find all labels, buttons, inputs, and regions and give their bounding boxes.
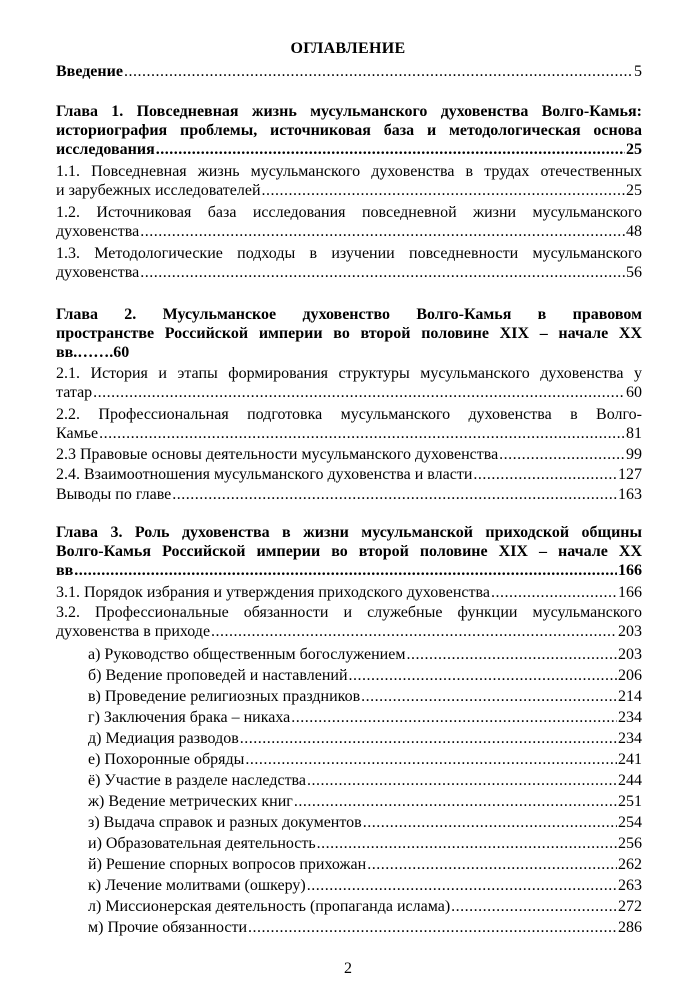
toc-subitem[interactable] — [88, 771, 642, 790]
toc-entry-page: 241 — [618, 751, 642, 768]
toc-entry-page: 25 — [626, 141, 642, 158]
toc-subitem[interactable] — [88, 708, 642, 727]
dot-leader — [211, 622, 617, 641]
dot-leader — [499, 445, 625, 464]
toc-entry-page: 234 — [618, 709, 642, 726]
toc-subitem[interactable] — [88, 750, 642, 769]
subitem-label: г) Заключения брака – никаха — [88, 709, 291, 726]
toc-entry-page: 5 — [634, 63, 642, 80]
toc-entry-page: 203 — [618, 646, 642, 663]
dot-leader — [307, 771, 617, 790]
subitem-label: к) Лечение молитвами (ошкеру) — [88, 877, 306, 894]
chapter-title-line: вв — [56, 562, 74, 579]
dot-leader — [99, 424, 625, 443]
subitem-label: д) Медиация разводов — [88, 730, 239, 747]
toc-entry-page: 254 — [618, 814, 642, 831]
dot-leader: ……. — [77, 344, 114, 361]
toc-entry-page: 60 — [626, 384, 642, 401]
toc-entry-page: 166 — [618, 562, 642, 579]
toc-entry-page: 203 — [618, 623, 642, 640]
toc-subitem[interactable] — [88, 792, 642, 811]
toc-section-3-1[interactable] — [56, 583, 642, 602]
dot-leader — [240, 729, 617, 748]
dot-leader — [172, 485, 617, 504]
toc-subitem[interactable] — [88, 687, 642, 706]
toc-entry-page: 60 — [113, 344, 130, 361]
subitem-label: в) Проведение религиозных праздников — [88, 688, 361, 705]
section-title-line: 2.3 Правовые основы деятельности мусульманского духовенства — [56, 446, 499, 463]
subitem-label: ё) Участие в разделе наследства — [88, 772, 306, 789]
toc-chapter-2[interactable] — [56, 305, 642, 362]
dot-leader — [156, 140, 625, 159]
dot-leader — [262, 181, 625, 200]
section-title-line: 2.4. Взаимоотношения мусульманского духовенства и власти — [56, 466, 473, 483]
subitem-label: л) Миссионерская деятельность (пропаганда ислама) — [88, 898, 451, 915]
dot-leader — [307, 876, 617, 895]
dot-leader — [367, 855, 617, 874]
subitem-label: б) Ведение проповедей и наставлений — [88, 667, 348, 684]
toc-section-2-3[interactable] — [56, 445, 642, 464]
dot-leader — [291, 708, 617, 727]
toc-entry-page: 56 — [626, 264, 642, 281]
toc-subitem[interactable] — [88, 729, 642, 748]
section-title-line: Камье — [56, 425, 99, 442]
section-title-line: 1.3. Методологические подходы в изучении повседневности мусульманского — [56, 245, 642, 262]
section-title-line: 1.1. Повседневная жизнь мусульманского духовенства в трудах отечественных — [56, 163, 642, 180]
dot-leader — [406, 645, 617, 664]
toc-section-1-1[interactable] — [56, 162, 642, 200]
toc-entry-page: 48 — [626, 223, 642, 240]
toc-entry-page: 127 — [618, 466, 642, 483]
toc-entry-page: 81 — [626, 425, 642, 442]
toc-section-1-2[interactable] — [56, 203, 642, 241]
subitem-label: й) Решение спорных вопросов прихожан — [88, 856, 367, 873]
section-title-line: и зарубежных исследователей — [56, 182, 261, 199]
toc-section-2-4[interactable] — [56, 465, 642, 484]
chapter-title-line: Глава 1. Повседневная жизнь мусульманского духовенства Волго-Камья: — [56, 103, 642, 120]
toc-entry-intro[interactable] — [56, 62, 642, 81]
subitem-label: ж) Ведение метрических книг — [88, 793, 293, 810]
dot-leader — [491, 583, 617, 602]
dot-leader — [124, 62, 633, 81]
toc-section-2-1[interactable] — [56, 364, 642, 402]
section-title-line: Выводы по главе — [56, 486, 172, 503]
subitem-label: е) Похоронные обряды — [88, 751, 245, 768]
chapter-title-line: Волго-Камья Российской империи во второй половине XIX – начале XX — [56, 543, 642, 560]
toc-subitem[interactable] — [88, 813, 642, 832]
toc-subitem[interactable] — [88, 834, 642, 853]
toc-entry-page: 244 — [618, 772, 642, 789]
toc-entry-page: 272 — [618, 898, 642, 915]
dot-leader — [451, 897, 617, 916]
subitem-label: з) Выдача справок и разных документов — [88, 814, 362, 831]
toc-subitem[interactable] — [88, 855, 642, 874]
chapter-title-line: историография проблемы, источниковая база и методологическая основа — [56, 122, 642, 139]
section-title-line: татар — [56, 384, 93, 401]
toc-section-2-2[interactable] — [56, 405, 642, 443]
dot-leader — [361, 687, 617, 706]
subitem-label: а) Руководство общественным богослужением — [88, 646, 406, 663]
toc-entry-page: 99 — [626, 446, 642, 463]
subitem-label: и) Образовательная деятельность — [88, 835, 316, 852]
toc-entry-page: 251 — [618, 793, 642, 810]
section-title-line: 1.2. Источниковая база исследования повседневной жизни мусульманского — [56, 204, 642, 221]
dot-leader — [93, 383, 625, 402]
dot-leader — [74, 561, 617, 580]
toc-entry-page: 262 — [618, 856, 642, 873]
chapter-title-line: Глава 3. Роль духовенства в жизни мусульманской приходской общины — [56, 524, 642, 541]
toc-subitem[interactable] — [88, 876, 642, 895]
toc-entry-page: 163 — [618, 486, 642, 503]
toc-section-3-2[interactable] — [56, 603, 642, 641]
toc-subitem[interactable] — [88, 666, 642, 685]
dot-leader — [140, 222, 625, 241]
toc-subitem[interactable] — [88, 897, 642, 916]
toc-title: ОГЛАВЛЕНИЕ — [290, 40, 406, 57]
toc-entry-page: 286 — [618, 919, 642, 936]
dot-leader — [245, 750, 617, 769]
section-title-line: духовенства — [56, 264, 140, 281]
dot-leader — [363, 813, 617, 832]
toc-subitem[interactable] — [88, 645, 642, 664]
section-title-line: духовенства — [56, 223, 140, 240]
toc-entry-page: 234 — [618, 730, 642, 747]
toc-subitem[interactable] — [88, 918, 642, 937]
toc-entry-page: 25 — [626, 182, 642, 199]
chapter-title-line: вв. — [56, 344, 78, 361]
chapter-title-line: Глава 2. Мусульманское духовенство Волго-Камья в правовом — [56, 306, 642, 323]
toc-entry-page: 166 — [618, 584, 642, 601]
dot-leader — [248, 918, 617, 937]
section-title-line: 2.2. Профессиональная подготовка мусульманского духовенства в Волго- — [56, 406, 642, 423]
section-title-line: духовенства в приходе — [56, 623, 211, 640]
section-title-line: 2.1. История и этапы формирования структуры мусульманского духовенства у — [56, 365, 642, 382]
toc-chapter-1[interactable] — [56, 102, 642, 159]
page-number: 2 — [344, 960, 352, 977]
dot-leader — [294, 792, 617, 811]
dot-leader — [473, 465, 617, 484]
toc-entry-page: 214 — [618, 688, 642, 705]
toc-entry-page: 206 — [618, 667, 642, 684]
toc-entry-label: Введение — [56, 63, 123, 80]
subitem-label: м) Прочие обязанности — [88, 919, 248, 936]
section-title-line: 3.2. Профессиональные обязанности и служебные функции мусульманского — [56, 604, 642, 621]
dot-leader — [140, 263, 625, 282]
toc-entry-page: 263 — [618, 877, 642, 894]
toc-entry-page: 256 — [618, 835, 642, 852]
dot-leader — [349, 666, 617, 685]
chapter-title-line: пространстве Российской империи во второй половине XIX – начале XX — [56, 325, 642, 342]
dot-leader — [317, 834, 617, 853]
toc-section-1-3[interactable] — [56, 244, 642, 282]
toc-chapter-3[interactable] — [56, 523, 642, 580]
toc-section-2-conclusions[interactable] — [56, 485, 642, 504]
section-title-line: 3.1. Порядок избрания и утверждения приходского духовенства — [56, 584, 490, 601]
chapter-title-line: исследования — [56, 141, 155, 158]
